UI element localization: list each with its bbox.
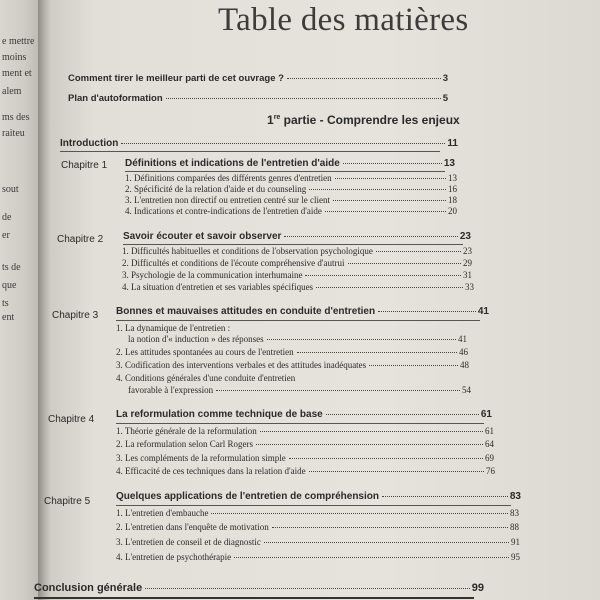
dot-leader xyxy=(333,200,446,201)
page-number: 20 xyxy=(448,206,457,216)
section-title: 4. Efficacité de ces techniques dans la relation d'aide xyxy=(116,466,306,476)
toc-section xyxy=(116,453,494,463)
page-number: 33 xyxy=(465,282,474,292)
chapter-heading xyxy=(125,158,455,169)
dot-leader xyxy=(369,365,458,366)
section-title: 2. L'entretien dans l'enquête de motivation xyxy=(116,522,269,532)
toc-section xyxy=(116,508,519,518)
page-number: 95 xyxy=(511,552,520,562)
left-page-fragment: raiteu xyxy=(2,128,25,139)
dot-leader xyxy=(234,557,509,558)
section-title: 3. Codification des interventions verbales et des attitudes inadéquates xyxy=(116,360,367,370)
section-title: 3. Psychologie de la communication interhumaine xyxy=(122,270,303,280)
toc-section xyxy=(116,466,495,476)
toc-entry-label: Conclusion générale xyxy=(34,582,143,594)
dot-leader xyxy=(376,251,461,252)
section-title: 1. Définitions comparées des différents genres d'entretien xyxy=(125,173,332,183)
chapter-label: Chapitre 5 xyxy=(44,496,91,507)
part-label: partie - Comprendre les enjeux xyxy=(280,113,460,127)
toc-section xyxy=(116,347,468,357)
chapter-label: Chapitre 1 xyxy=(61,160,108,171)
toc-section xyxy=(122,282,474,292)
toc-entry-introduction xyxy=(60,138,458,149)
page-number: 11 xyxy=(447,138,458,149)
page-number: 46 xyxy=(459,347,468,357)
chapter-label: Chapitre 3 xyxy=(52,310,99,321)
toc-section xyxy=(128,334,467,344)
left-page-fragment: ts xyxy=(2,298,9,309)
chapter-heading xyxy=(123,231,471,242)
dot-leader xyxy=(272,527,508,528)
dot-leader xyxy=(121,143,445,144)
toc-section xyxy=(125,206,457,216)
section-title: 4. L'entretien de psychothérapie xyxy=(116,552,232,562)
toc-section xyxy=(122,246,472,256)
toc-entry-conclusion xyxy=(34,582,484,594)
section-title: 3. L'entretien de conseil et de diagnostic xyxy=(116,537,261,547)
dot-leader xyxy=(289,458,483,459)
section-title: 1. L'entretien d'embauche xyxy=(116,508,209,518)
section-title: 2. Difficultés et conditions de l'écoute compréhensive d'autrui xyxy=(122,258,345,268)
dot-leader xyxy=(267,339,456,340)
toc-section xyxy=(116,552,520,562)
left-page-fragment: alem xyxy=(2,86,22,97)
page-number: 48 xyxy=(460,360,469,370)
page-number: 41 xyxy=(477,306,489,317)
left-page-edge xyxy=(0,0,40,600)
dot-leader xyxy=(145,588,470,589)
left-page-fragment: ms des xyxy=(2,112,30,123)
section-title: 3. Les compléments de la reformulation simple xyxy=(116,453,286,463)
dot-leader xyxy=(216,390,460,391)
dot-leader xyxy=(260,431,483,432)
chapter-title: Savoir écouter et savoir observer xyxy=(123,231,282,242)
left-page-fragment: que xyxy=(2,280,17,291)
dot-leader xyxy=(256,444,483,445)
page-number: 3 xyxy=(442,73,448,84)
left-page-fragment: ts de xyxy=(2,262,21,273)
chapter-rule xyxy=(116,505,511,506)
chapter-rule xyxy=(123,244,463,245)
part-ordinal: re xyxy=(273,114,281,121)
toc-section xyxy=(116,439,494,449)
toc-entry-front-matter xyxy=(68,73,448,84)
toc-section xyxy=(122,258,472,268)
toc-section xyxy=(125,184,457,194)
dot-leader xyxy=(335,178,446,179)
page-number: 76 xyxy=(486,466,495,476)
section-title: 2. Les attitudes spontanées au cours de l'entretien xyxy=(116,347,294,357)
dot-leader xyxy=(287,78,441,79)
dot-leader xyxy=(316,287,463,288)
dot-leader xyxy=(305,275,461,276)
dot-leader xyxy=(284,236,457,237)
page-number: 88 xyxy=(510,522,519,532)
page-title: Table des matières xyxy=(218,2,469,38)
page-number: 13 xyxy=(448,173,457,183)
section-rule xyxy=(60,151,440,152)
toc-section xyxy=(116,537,520,547)
toc-section xyxy=(116,426,494,436)
toc-section xyxy=(116,522,519,532)
chapter-heading xyxy=(116,306,489,317)
page-number: 18 xyxy=(448,195,457,205)
page-number: 99 xyxy=(471,582,484,594)
chapter-title: La reformulation comme technique de base xyxy=(116,409,323,420)
dot-leader xyxy=(343,163,442,164)
left-page-fragment: moins xyxy=(2,52,27,63)
page-number: 41 xyxy=(458,334,467,344)
dot-leader xyxy=(326,414,479,415)
page-number: 16 xyxy=(448,184,457,194)
page-number: 23 xyxy=(463,246,472,256)
toc-entry-label: Plan d'autoformation xyxy=(68,93,163,104)
page-number: 64 xyxy=(485,439,494,449)
page-number: 5 xyxy=(442,93,448,104)
chapter-label: Chapitre 2 xyxy=(57,234,104,245)
dot-leader xyxy=(348,263,461,264)
section-title: 4. Indications et contre-indications de l'entretien d'aide xyxy=(125,206,322,216)
section-rule xyxy=(34,597,474,599)
section-title: 3. L'entretien non directif ou entretien centré sur le client xyxy=(125,195,331,205)
page-number: 13 xyxy=(443,158,455,169)
toc-entry-front-matter xyxy=(68,93,448,104)
page-number: 61 xyxy=(480,409,492,420)
dot-leader xyxy=(297,352,457,353)
page-number: 54 xyxy=(462,385,471,395)
toc-section xyxy=(116,360,469,370)
section-title-continued: favorable à l'expression xyxy=(128,385,214,395)
part-heading xyxy=(267,113,460,127)
dot-leader xyxy=(325,211,446,212)
toc-section xyxy=(122,270,472,280)
page-number: 23 xyxy=(459,231,471,242)
section-title: 1. Difficultés habituelles et conditions de l'observation psychologique xyxy=(122,246,373,256)
dot-leader xyxy=(264,542,509,543)
page-number: 31 xyxy=(463,270,472,280)
left-page-fragment: de xyxy=(2,212,12,223)
dot-leader xyxy=(166,98,441,99)
section-title-continued: la notion d'« induction » des réponses xyxy=(128,334,264,344)
toc-section xyxy=(125,195,457,205)
toc-section xyxy=(125,173,457,183)
dot-leader xyxy=(378,311,476,312)
section-title: 1. La dynamique de l'entretien : xyxy=(116,323,231,333)
toc-section xyxy=(128,385,471,395)
chapter-rule xyxy=(116,320,480,321)
dot-leader xyxy=(309,471,484,472)
section-title: 1. Théorie générale de la reformulation xyxy=(116,426,257,436)
page-number: 83 xyxy=(510,508,519,518)
section-title: 4. Conditions générales d'une conduite d'entretien xyxy=(116,373,296,383)
left-page-fragment: ment et xyxy=(2,68,32,79)
chapter-title: Bonnes et mauvaises attitudes en conduite d'entretien xyxy=(116,306,376,317)
part-number: 1 xyxy=(267,113,274,127)
dot-leader xyxy=(211,513,508,514)
left-page-fragment: ent xyxy=(2,312,15,323)
chapter-rule xyxy=(125,171,445,172)
dot-leader xyxy=(382,496,508,497)
chapter-rule xyxy=(116,423,484,424)
page-number: 29 xyxy=(463,258,472,268)
page-number: 69 xyxy=(485,453,494,463)
left-page-fragment: e mettre xyxy=(2,36,35,47)
page-number: 91 xyxy=(511,537,520,547)
chapter-heading xyxy=(116,491,521,502)
toc-page xyxy=(34,0,600,600)
chapter-label: Chapitre 4 xyxy=(48,414,95,425)
section-title: 4. La situation d'entretien et ses variables spécifiques xyxy=(122,282,314,292)
chapter-title: Définitions et indications de l'entretien d'aide xyxy=(125,158,340,169)
page-number: 83 xyxy=(509,491,521,502)
section-title: 2. La reformulation selon Carl Rogers xyxy=(116,439,253,449)
page-number: 61 xyxy=(485,426,494,436)
chapter-heading xyxy=(116,409,492,420)
left-page-fragment: er xyxy=(2,230,10,241)
section-title: 2. Spécificité de la relation d'aide et du counseling xyxy=(125,184,307,194)
dot-leader xyxy=(309,189,446,190)
chapter-title: Quelques applications de l'entretien de compréhension xyxy=(116,491,379,502)
left-page-fragment: sout xyxy=(2,184,19,195)
toc-entry-label: Comment tirer le meilleur parti de cet ouvrage ? xyxy=(68,73,284,84)
toc-entry-label: Introduction xyxy=(60,138,119,149)
